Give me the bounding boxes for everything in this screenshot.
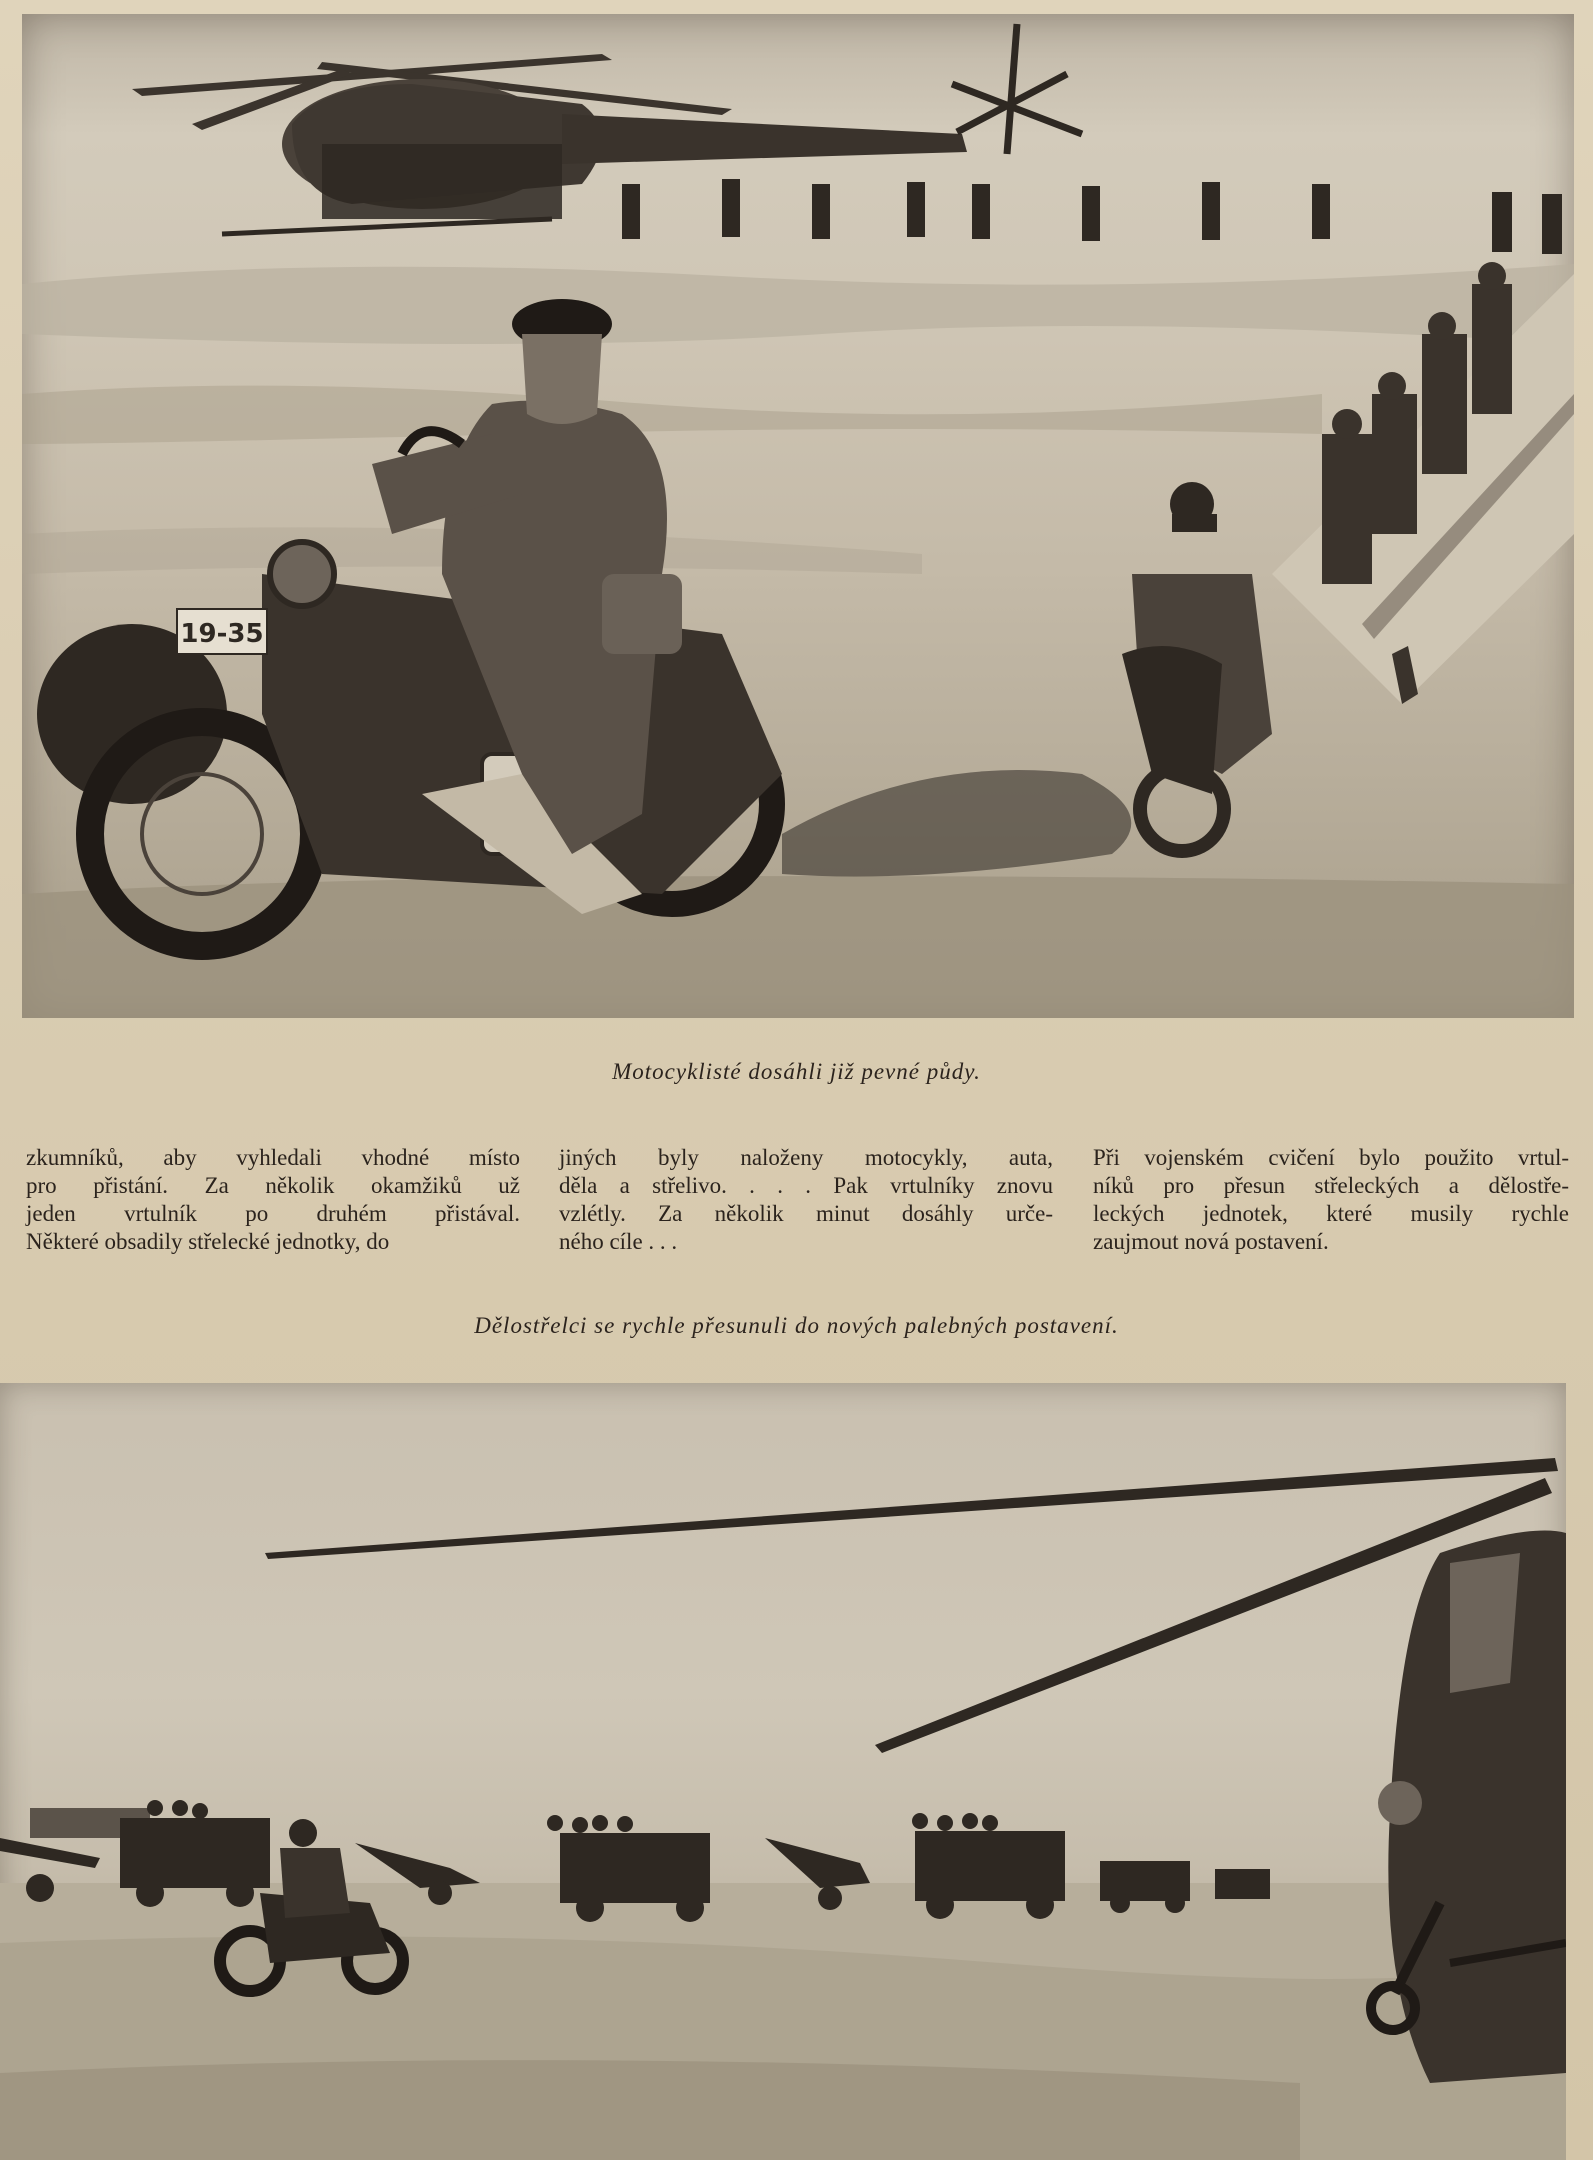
column-line: zkumníků, aby vyhledali vhodné místo <box>26 1145 520 1170</box>
article-column-2 <box>559 1144 1053 1256</box>
column-line: vzlétly. Za několik minut dosáhly urče- <box>559 1201 1053 1226</box>
motorcycle-small <box>1122 482 1272 851</box>
column-line: Při vojenském cvičení bylo použito vrtul- <box>1093 1145 1569 1170</box>
caption-bottom-photo: Dělostřelci se rychle přesunuli do nových palebných postavení. <box>474 1313 1119 1338</box>
article-column-1 <box>26 1144 520 1256</box>
column-line: pro přistání. Za několik okamžiků už <box>26 1173 520 1198</box>
column-line: níků pro přesun střeleckých a dělostře- <box>1093 1173 1569 1198</box>
column-line: jeden vrtulník po druhém přistával. <box>26 1201 520 1226</box>
column-line: Některé obsadily střelecké jednotky, do <box>26 1229 390 1254</box>
column-line: ného cíle . . . <box>559 1229 678 1254</box>
soldiers-running <box>622 179 1562 254</box>
article-column-3 <box>1093 1144 1569 1256</box>
column-line: jiných byly naloženy motocykly, auta, <box>559 1145 1053 1170</box>
rotor-blade-long <box>265 1458 1558 1559</box>
photo-bottom-illustration <box>0 1383 1566 2160</box>
column-line: leckých jednotek, které musily rychle <box>1093 1201 1569 1226</box>
column-line: děla a střelivo. . . . Pak vrtulníky znovu <box>559 1173 1053 1198</box>
column-line: zaujmout nová postavení. <box>1093 1229 1329 1254</box>
photo-top-illustration <box>22 14 1574 1018</box>
license-plate: 19-35 <box>180 619 264 649</box>
photo-artillery-helicopter <box>0 1383 1566 2160</box>
caption-top-photo: Motocyklisté dosáhli již pevné půdy. <box>612 1059 981 1084</box>
helicopter-top <box>132 24 1082 234</box>
photo-motorcyclists-helicopter <box>22 14 1574 1018</box>
